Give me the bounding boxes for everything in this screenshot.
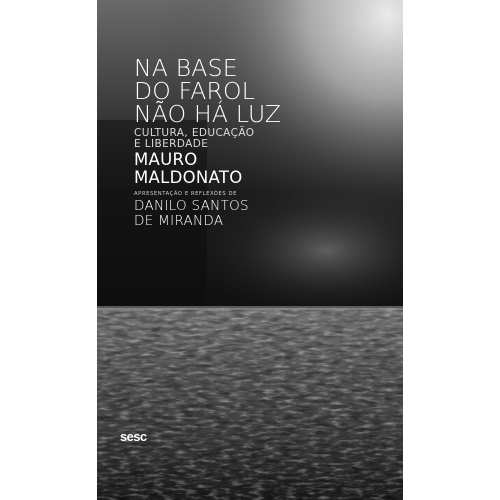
author-line: MAURO (134, 150, 198, 169)
subtitle-line: E LIBERDADE (134, 138, 209, 150)
presenter-line: DANILO SANTOS (134, 198, 249, 214)
title-line: NA BASE (134, 54, 238, 82)
subtitle-line: CULTURA, EDUCAÇÃO (134, 127, 255, 139)
presenter-name (134, 199, 249, 229)
presenter-line: DE MIRANDA (134, 213, 224, 229)
sesc-logo: sesc (120, 429, 147, 444)
author-line: MALDONATO (134, 168, 243, 187)
title-line: NÃO HÁ LUZ (134, 100, 282, 128)
book-subtitle (134, 128, 254, 150)
book-title (134, 54, 282, 128)
presenter-label: APRESENTAÇÃO E REFLEXÕES DE (134, 191, 237, 197)
title-line: DO FAROL (134, 77, 256, 105)
author-name (134, 151, 243, 187)
